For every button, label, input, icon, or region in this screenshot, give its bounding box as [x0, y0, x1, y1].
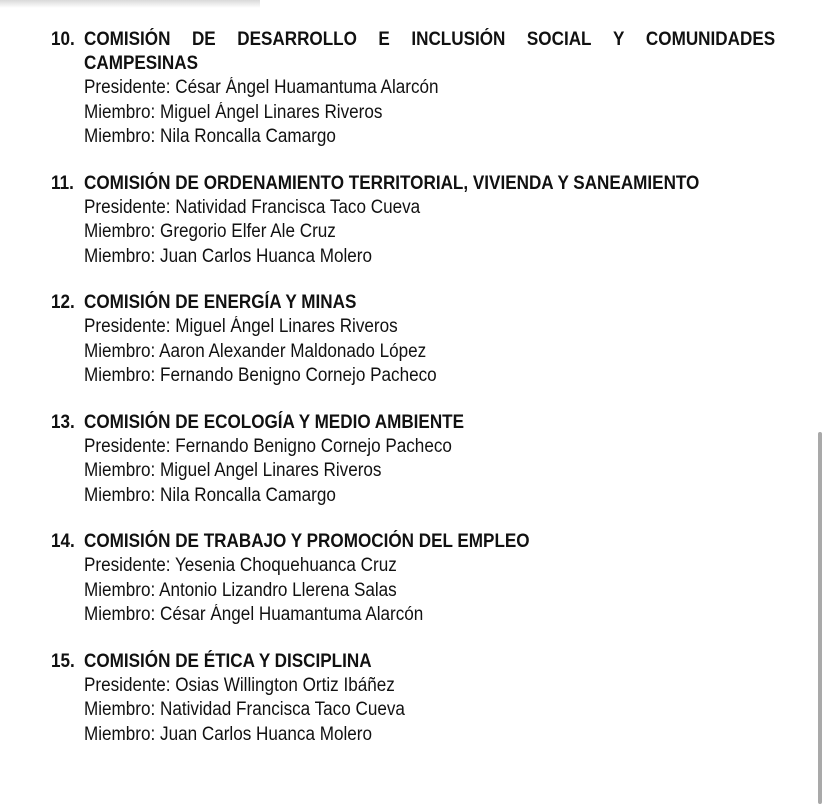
page-top-edge	[0, 0, 260, 8]
member-line: Presidente: César Ángel Huamantuma Alarcón	[84, 77, 439, 98]
member-line: Miembro: Juan Carlos Huanca Molero	[84, 245, 372, 267]
title-word: COMUNIDADES	[645, 29, 776, 50]
commission-11	[51, 172, 777, 270]
member-line: Miembro: Natividad Francisca Taco Cueva	[84, 699, 405, 720]
commission-13	[51, 411, 777, 509]
member-line: Miembro: Antonio Lizandro Llerena Salas	[84, 579, 397, 601]
member-line: Presidente: Yesenia Choquehuanca Cruz	[84, 555, 397, 576]
member-line: Miembro: Juan Carlos Huanca Molero	[84, 723, 372, 745]
title-word: SOCIAL	[526, 29, 592, 50]
title-word: COMISIÓN	[84, 29, 171, 50]
member-line: Miembro: Nila Roncalla Camargo	[84, 126, 336, 147]
member-line: Miembro: César Ángel Huamantuma Alarcón	[84, 604, 424, 625]
title-word: E	[378, 29, 390, 50]
commission-title: COMISIÓN DE TRABAJO Y PROMOCIÓN DEL EMPLEO	[84, 531, 530, 552]
member-line: Presidente: Osias Willington Ortiz Ibáñez	[84, 674, 395, 696]
title-word: DE	[191, 29, 216, 50]
title-word: Y	[613, 29, 625, 50]
member-line: Miembro: Fernando Benigno Cornejo Pacheco	[84, 365, 437, 386]
commission-title	[84, 28, 776, 52]
commission-title-line2: CAMPESINAS	[84, 53, 199, 74]
member-line: Presidente: Miguel Ángel Linares Riveros	[84, 316, 398, 337]
member-line: Presidente: Natividad Francisca Taco Cueva	[84, 196, 421, 218]
commission-number: 14.	[51, 531, 75, 552]
commission-12	[51, 291, 777, 389]
commission-number: 13.	[51, 411, 75, 433]
commission-number: 11.	[51, 172, 74, 194]
commission-14	[51, 530, 777, 628]
commission-title: COMISIÓN DE ÉTICA Y DISCIPLINA	[84, 650, 372, 672]
commission-title: COMISIÓN DE ORDENAMIENTO TERRITORIAL, VIVIENDA Y SANEAMIENTO	[84, 172, 700, 194]
title-word: DESARROLLO	[237, 29, 357, 50]
commission-10	[51, 28, 777, 150]
commission-15	[51, 650, 777, 748]
member-line: Miembro: Miguel Ángel Linares Riveros	[84, 101, 383, 123]
title-word: INCLUSIÓN	[411, 29, 506, 50]
vertical-scrollbar[interactable]	[818, 432, 822, 804]
commission-title: COMISIÓN DE ECOLOGÍA Y MEDIO AMBIENTE	[84, 411, 465, 433]
member-line: Presidente: Fernando Benigno Cornejo Pacheco	[84, 435, 452, 457]
commission-number: 10.	[51, 29, 75, 50]
document-body	[51, 28, 777, 769]
member-line: Miembro: Miguel Angel Linares Riveros	[84, 460, 382, 481]
member-line: Miembro: Aaron Alexander Maldonado López	[84, 340, 427, 362]
commission-number: 15.	[51, 650, 75, 672]
commission-title: COMISIÓN DE ENERGÍA Y MINAS	[84, 292, 357, 313]
member-line: Miembro: Nila Roncalla Camargo	[84, 484, 336, 506]
member-line: Miembro: Gregorio Elfer Ale Cruz	[84, 221, 336, 242]
commission-number: 12.	[51, 292, 75, 313]
